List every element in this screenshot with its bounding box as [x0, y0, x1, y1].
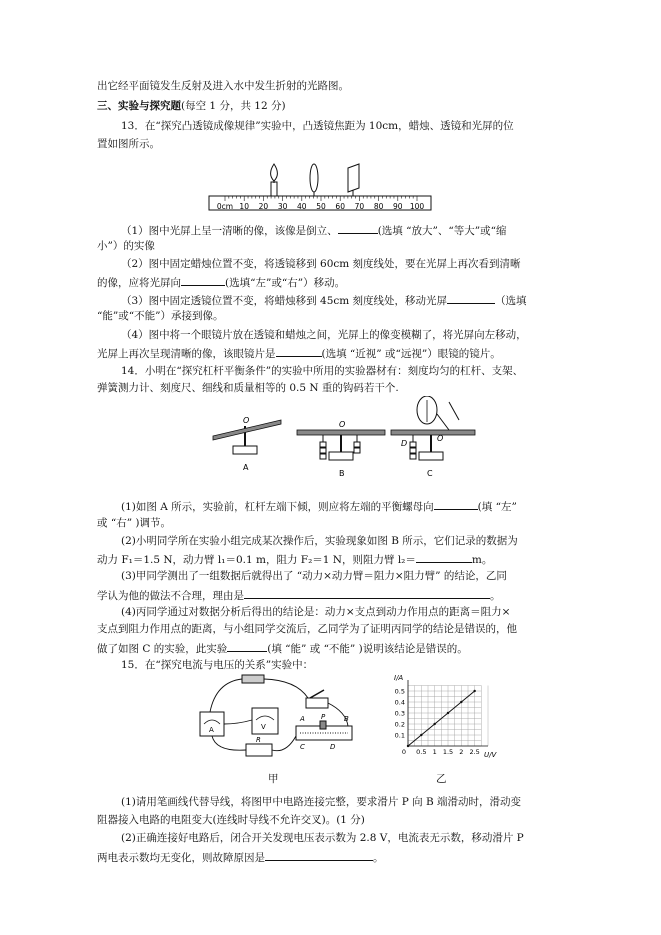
q14-part1-line2: 或 “右” )调节。: [97, 517, 172, 529]
q13-stem-1: 13．在“探究凸透镜成像规律”实验中，凸透镜焦距为 10cm，蜡烛、透镜和光屏的位: [121, 120, 514, 132]
iu-graph: [386, 672, 506, 760]
ruler-label: 60: [335, 202, 345, 211]
q13-p4b: 光屏上再次呈现清晰的像，该眼镜片是: [97, 348, 276, 360]
q13-part2-line1: （2）图中固定蜡烛位置不变，将透镜移到 60cm 刻度线处，要在光屏上再次看到清晰: [121, 258, 521, 270]
ruler-label: 40: [297, 202, 307, 211]
q14-part3-line2: [97, 587, 501, 604]
lever-c: [391, 396, 475, 478]
q14-part2-line1: (2)小明同学所在实验小组完成某次操作后，实验现象如图 B 所示，它们记录的数据为: [121, 535, 518, 547]
ruler-label: 100: [409, 202, 425, 211]
q15-part1-line1: (1)请用笔画线代替导线，将图甲中电路连接完整，要求滑片 P 向 B 端滑动时，滑动变: [121, 796, 522, 808]
q13-p1b: (选填 “放大”、“等大”或“缩: [377, 225, 507, 237]
circuit-figure: [196, 672, 366, 770]
q13-part3-line1: [121, 292, 527, 309]
q14-part1-line1: [121, 498, 517, 515]
q13-blank-3[interactable]: [447, 292, 495, 304]
q14-p4c: 做了如图 C 的实验，此实验: [97, 643, 228, 655]
ruler-label: 50: [316, 202, 326, 211]
data-point: [433, 723, 435, 725]
q13-part4-line1: （4）图中将一个眼镜片放在透镜和蜡烛之间，光屏上的像变模糊了，将光屏向左移动，: [121, 329, 527, 341]
y-tick-label: 0.3: [394, 709, 405, 718]
graph-xlabel: U/V: [484, 751, 497, 759]
q13-part1-line2: 小”）的实像: [97, 240, 155, 252]
q13-part1-line1: [121, 222, 506, 239]
q15-stem: 15．在“探究电流与电压的关系”实验中：: [121, 659, 314, 671]
x-tick-label: 0.5: [416, 748, 427, 756]
caption-jia: 甲: [268, 773, 279, 785]
q13-blank-1[interactable]: [338, 222, 378, 234]
switch: [306, 690, 328, 708]
q15-part1-line2: 阻器接入电路的电阻变大(连线时导线不允许交叉)。(1 分): [97, 814, 365, 826]
lever-figure: [205, 396, 485, 490]
y-tick-label: 0.2: [394, 720, 405, 729]
data-point: [473, 690, 475, 692]
resistor-label: R: [256, 736, 261, 744]
q14-stem-1: 14．小明在“探究杠杆平衡条件”的实验中所用的实验器材有：刻度均匀的杠杆、支架、: [121, 365, 524, 377]
q14-p3c: 。: [490, 590, 501, 602]
q14-p3b: 学认为他的做法不合理，理由是: [97, 590, 244, 602]
q13-part3-line2: “能”或“不能”）承接到像。: [97, 310, 224, 322]
x-tick-label: 1.5: [442, 748, 454, 756]
q13-part4-line2: [97, 345, 501, 362]
y-tick-label: 0.1: [394, 731, 405, 740]
lever-b-label: B: [339, 469, 345, 478]
rheostat-b-label: B: [344, 715, 349, 723]
caption-yi: 乙: [436, 773, 447, 785]
q14-p2b: 动力 F₁＝1.5 N，动力臂 l₁＝0.1 m，阻力 F₂＝1 N，则阻力臂 l₂＝: [97, 554, 416, 566]
q14-part4-line3: [97, 640, 468, 657]
q13-stem-2: 置如图所示。: [97, 138, 160, 150]
optical-bench-figure: [205, 160, 435, 218]
lever-c-label: C: [427, 469, 433, 478]
light-screen: [348, 164, 359, 196]
q14-stem-2: 弹簧测力计、刻度尺、细线和质量相等的 0.5 N 重的钩码若干个.: [97, 382, 399, 394]
rheostat-a-label: A: [300, 715, 305, 723]
section-heading: [97, 99, 286, 114]
ruler-label: 70: [354, 202, 365, 211]
x-tick-label: 1: [432, 748, 437, 756]
lever-c-d-label: D: [401, 439, 408, 448]
rheostat-d-label: D: [330, 743, 336, 751]
battery: [242, 675, 264, 683]
ruler-label: 80: [373, 202, 384, 211]
intro-line: 出它经平面镜发生反射及进入水中发生折射的光路图。: [97, 80, 349, 92]
q15-p2c: 。: [373, 852, 384, 864]
q14-p1a: (1)如图 A 所示，实验前，杠杆左端下倾，则应将左端的平衡螺母向: [121, 501, 434, 513]
voltmeter-label: V: [261, 723, 266, 731]
ruler-label: 90: [393, 202, 403, 211]
lever-a-label: A: [243, 463, 249, 472]
q15-p2b: 两电表示数均无变化，则故障原因是: [97, 852, 265, 864]
section-title: 三、实验与探究题: [97, 100, 181, 112]
q13-p2b: 的像，应将光屏向: [97, 277, 181, 289]
q13-blank-4[interactable]: [276, 345, 322, 357]
q14-blank-4[interactable]: [227, 640, 267, 652]
q14-blank-1[interactable]: [434, 498, 478, 510]
q13-p3b: （选填: [495, 295, 527, 307]
candle: [271, 164, 278, 196]
resistor: [246, 736, 272, 756]
q14-p1b: (填 “左”: [477, 501, 517, 513]
ammeter: [200, 712, 224, 736]
q14-part4-line2: 支点到阻力作用点的距离，与小组同学交流后，乙同学为了证明丙同学的结论是错误的，他: [97, 623, 517, 635]
q14-part2-line2: [97, 551, 492, 568]
x-tick-label: 2.5: [469, 748, 480, 756]
ruler-label: 0cm: [216, 202, 234, 211]
x-tick-label: 0: [401, 748, 407, 756]
lever-b: [297, 420, 385, 478]
data-point: [407, 745, 409, 747]
q13-p3a: （3）图中固定透镜位置不变，将蜡烛移到 45cm 刻度线处，移动光屏: [121, 295, 448, 307]
rheostat-p-label: P: [321, 713, 326, 721]
graph-grid: [408, 686, 488, 747]
rheostat-c-label: C: [300, 743, 305, 751]
q15-part2-line1: (2)正确连接好电路后，闭合开关发现电压表示数为 2.8 V，电流表无示数，移动滑片 P: [121, 832, 524, 844]
data-point: [460, 701, 462, 703]
lever-a-pivot-label: O: [243, 416, 250, 425]
q14-blank-2[interactable]: [416, 551, 472, 563]
ruler-label: 10: [239, 202, 249, 211]
lever-c-pivot-label: O: [437, 434, 444, 443]
ruler-labels: [217, 202, 424, 211]
q14-blank-3[interactable]: [244, 587, 490, 599]
q15-blank-2[interactable]: [265, 849, 373, 861]
section-note: (每空 1 分，共 12 分): [181, 100, 286, 112]
x-tick-label: 2: [459, 748, 464, 756]
q14-part4-line1: (4)丙同学通过对数据分析后得出的结论是：动力×支点到动力作用点的距离＝阻力×: [121, 606, 511, 618]
q13-p4c: (选填 “近视” 或“远视”）眼镜的镜片。: [321, 348, 501, 360]
lever-b-pivot-label: O: [339, 420, 346, 429]
rheostat: [296, 713, 352, 751]
convex-lens: [310, 164, 318, 196]
ruler-label: 30: [277, 202, 288, 211]
voltmeter: [252, 708, 278, 734]
q14-part3-line1: (3)甲同学测出了一组数据后就得出了 “动力×动力臂＝阻力×阻力臂” 的结论，乙同: [121, 570, 507, 582]
y-tick-label: 0.5: [394, 687, 405, 696]
q13-p1a: （1）图中光屏上呈一清晰的像，该像是倒立、: [121, 225, 338, 237]
q13-part2-line2: [97, 274, 345, 291]
lever-a: [213, 416, 281, 472]
q14-p2c: m。: [471, 554, 493, 566]
q15-part2-line2: [97, 849, 384, 866]
q13-blank-2[interactable]: [181, 274, 225, 286]
ruler-label: 20: [258, 202, 269, 211]
data-point: [420, 734, 422, 736]
graph-ylabel: I/A: [394, 674, 404, 682]
ammeter-label: A: [209, 726, 214, 734]
data-point: [447, 712, 449, 714]
q13-p2c: (选填“左”或“右”）移动。: [225, 277, 346, 289]
y-tick-label: 0.4: [394, 698, 405, 707]
q14-p4d: (填 “能” 或 “不能” )说明该结论是错误的。: [267, 643, 468, 655]
